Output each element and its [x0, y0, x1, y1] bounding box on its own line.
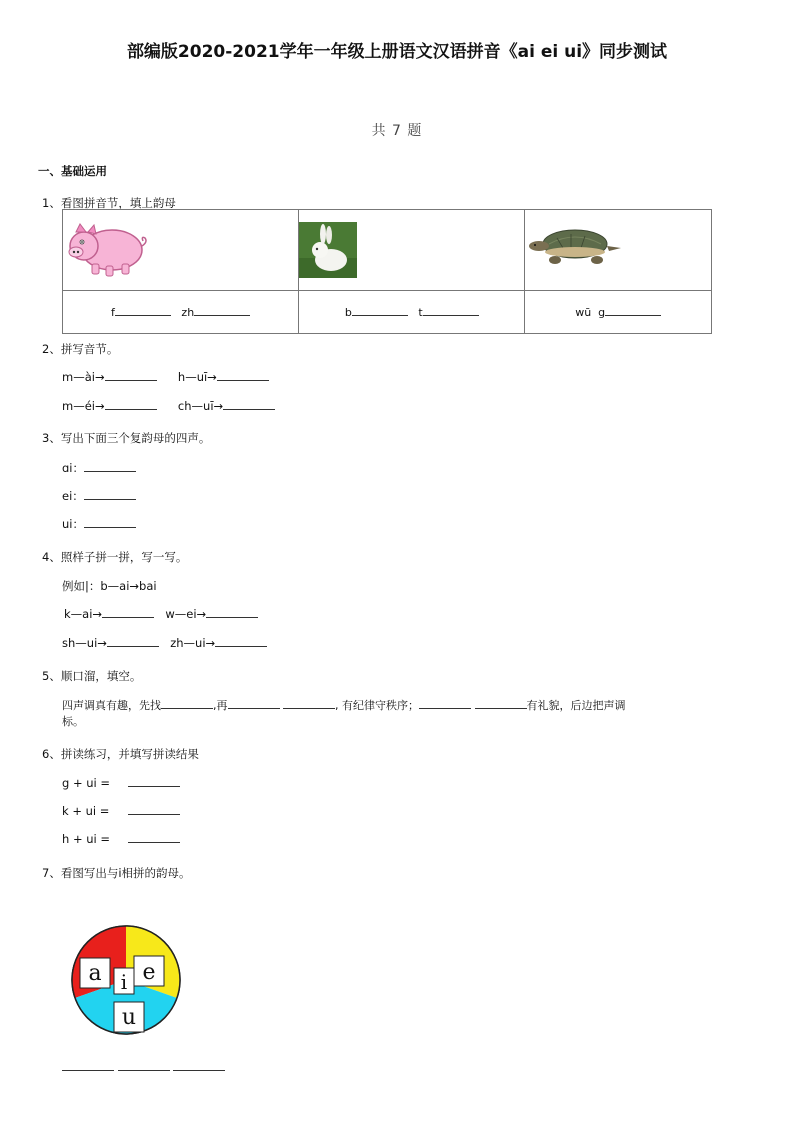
question-3-label: 3、写出下面三个复韵母的四声。 [42, 431, 211, 445]
section-heading: 一、基础运用 [38, 164, 107, 178]
q3-row-1: ɑi： [62, 460, 136, 476]
turtle-cell [525, 210, 712, 291]
q2-row-2: m—éi→ ch—uī→ [62, 399, 275, 413]
answer-blank[interactable] [605, 305, 661, 316]
answer-blank[interactable] [423, 305, 479, 316]
pig-image [66, 220, 150, 280]
turtle-image [527, 222, 631, 272]
answer-blank[interactable] [161, 698, 213, 709]
vowel-wheel-image [70, 924, 182, 1036]
answer-blank[interactable] [105, 370, 157, 381]
rabbit-cell [299, 210, 525, 291]
q5-text-line-2: 标。 [62, 715, 84, 728]
answer-blank[interactable] [419, 698, 471, 709]
q6-row-3: h + ui = [62, 832, 180, 846]
answer-blank[interactable] [84, 461, 136, 472]
answer-blank[interactable] [283, 698, 335, 709]
answer-blank[interactable] [217, 370, 269, 381]
q4-row-2: sh—ui→ zh—ui→ [62, 636, 267, 650]
answer-blank[interactable] [206, 607, 258, 618]
answer-blank[interactable] [128, 804, 180, 815]
q6-row-1: g + ui = [62, 776, 180, 790]
answer-blank[interactable] [84, 489, 136, 500]
answer-blank[interactable] [102, 607, 154, 618]
turtle-answer-cell: wū g [525, 291, 712, 334]
pig-cell [63, 210, 299, 291]
answer-blank[interactable] [84, 517, 136, 528]
answer-blank[interactable] [173, 1060, 225, 1071]
answer-blank[interactable] [223, 399, 275, 410]
answer-blank[interactable] [194, 305, 250, 316]
q5-text-line-1: 四声调真有趣，先找 ,再 , 有纪律守秩序； 有礼貌，后边把声调 [62, 699, 626, 712]
wheel-letter-u: u [121, 1005, 137, 1030]
answer-blank[interactable] [128, 776, 180, 787]
answer-blank[interactable] [128, 832, 180, 843]
q4-example: 例如|：b—ai→bai [62, 579, 157, 593]
q7-answer-row [62, 1060, 225, 1074]
question-6-label: 6、拼读练习，并填写拼读结果 [42, 747, 199, 761]
page-title: 部编版2020-2021学年一年级上册语文汉语拼音《ai ei ui》同步测试 [126, 42, 668, 62]
rabbit-answer-cell: b t [299, 291, 525, 334]
picture-table [62, 209, 712, 334]
q2-row-1: m—ài→ h—uī→ [62, 370, 269, 384]
answer-blank[interactable] [228, 698, 280, 709]
wheel-letter-i: i [120, 970, 128, 994]
q6-row-2: k + ui = [62, 804, 180, 818]
wheel-letter-e: e [142, 960, 156, 985]
question-5-label: 5、顺口溜，填空。 [42, 669, 142, 683]
question-1-label: 1、看图拼音节，填上韵母 [42, 196, 176, 210]
answer-blank[interactable] [105, 399, 157, 410]
question-7-label: 7、看图写出与i相拼的韵母。 [42, 866, 191, 880]
answer-blank[interactable] [107, 636, 159, 647]
q4-row-1: k—ai→ w—ei→ [64, 607, 258, 621]
wheel-letter-a: a [88, 961, 102, 986]
answer-blank[interactable] [118, 1060, 170, 1071]
answer-blank[interactable] [115, 305, 171, 316]
rabbit-image [299, 222, 357, 278]
answer-blank[interactable] [475, 698, 527, 709]
answer-blank[interactable] [352, 305, 408, 316]
answer-blank[interactable] [62, 1060, 114, 1071]
question-2-label: 2、拼写音节。 [42, 342, 119, 356]
question-count: 共 7 题 [371, 123, 423, 139]
q3-row-3: ui： [62, 516, 136, 532]
q3-row-2: ei： [62, 488, 136, 504]
answer-blank[interactable] [215, 636, 267, 647]
question-4-label: 4、照样子拼一拼，写一写。 [42, 550, 188, 564]
pig-answer-cell: f zh [63, 291, 299, 334]
